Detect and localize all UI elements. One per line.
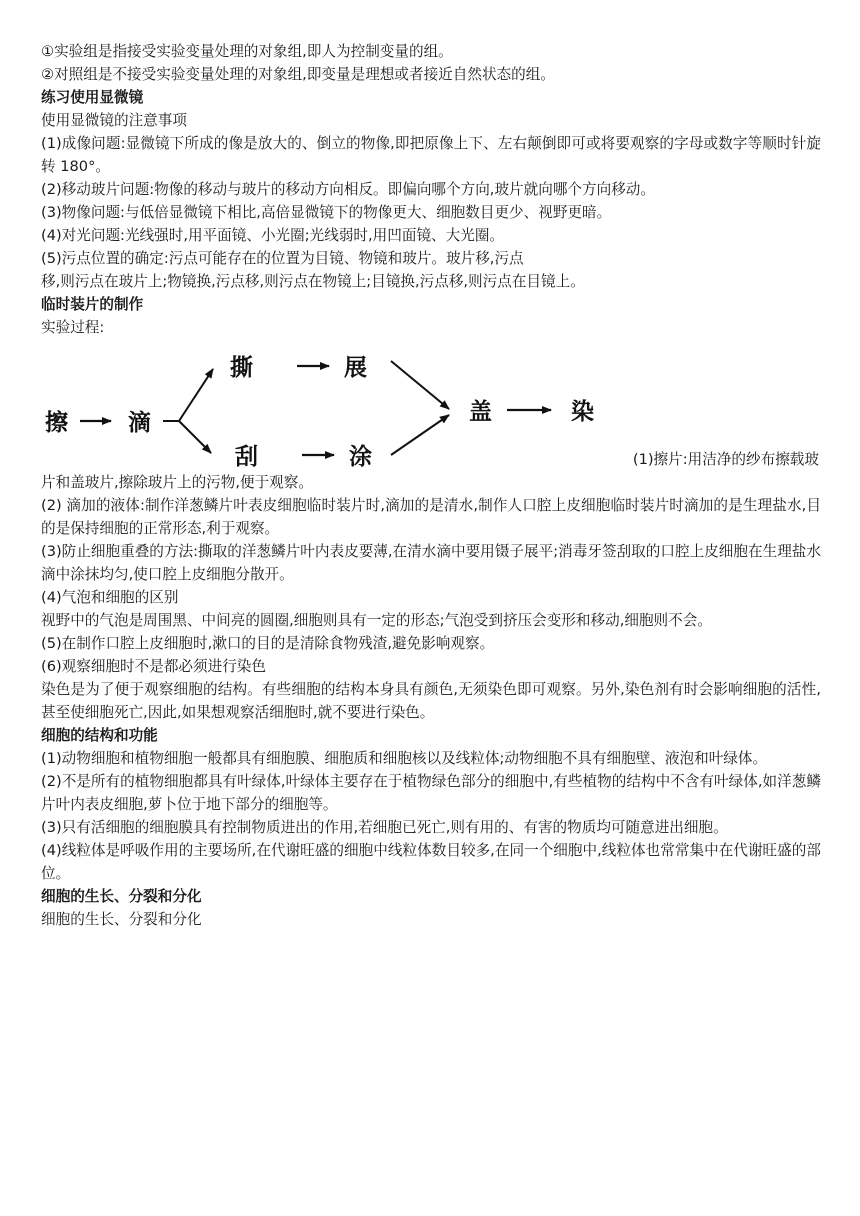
step-drop: 滴 xyxy=(128,409,151,436)
paragraph: 染色是为了便于观察细胞的结构。有些细胞的结构本身具有颜色,无须染色即可观察。另外,染色剂有时会影响细胞的活性,甚至使细胞死亡,因此,如果想观察活细胞时,就不要进行染色。 xyxy=(41,681,821,721)
text-line: ①实验组是指接受实验变量处理的对象组,即人为控制变量的组。 xyxy=(41,43,453,60)
procedure-flow-diagram xyxy=(41,339,821,471)
text-line: 移,则污点在玻片上;物镜换,污点移,则污点在物镜上;目镜换,污点移,则污点在目镜上。 xyxy=(41,273,585,290)
text-line: (4)对光问题:光线强时,用平面镜、小光圈;光线弱时,用凹面镜、大光圈。 xyxy=(41,227,505,244)
text-line: 实验过程: xyxy=(41,319,105,336)
document-page xyxy=(41,40,821,931)
paragraph: (1)成像问题:显微镜下所成的像是放大的、倒立的物像,即把原像上下、左右颠倒即可或将要观察的字母或数字等顺时针旋转 180°。 xyxy=(41,135,821,175)
text-line: (5)污点位置的确定:污点可能存在的位置为目镜、物镜和玻片。玻片移,污点 xyxy=(41,250,524,267)
text-line: (6)观察细胞时不是都必须进行染色 xyxy=(41,658,266,675)
step-spread: 展 xyxy=(344,354,367,381)
text-line: 细胞的生长、分裂和分化 xyxy=(41,911,202,928)
step-wipe: 擦 xyxy=(45,409,68,436)
arrow xyxy=(179,421,211,453)
step-tear: 撕 xyxy=(230,354,253,381)
step-cover: 盖 xyxy=(469,398,492,425)
paragraph: (3)只有活细胞的细胞膜具有控制物质进出的作用,若细胞已死亡,则有用的、有害的物质均可随意进出细胞。 xyxy=(41,819,728,836)
text-line: (2)移动玻片问题:物像的移动与玻片的移动方向相反。即偏向哪个方向,玻片就向哪个方向移动。 xyxy=(41,181,655,198)
paragraph: (4)线粒体是呼吸作用的主要场所,在代谢旺盛的细胞中线粒体数目较多,在同一个细胞中,线粒体也常常集中在代谢旺盛的部位。 xyxy=(41,842,821,882)
arrow xyxy=(391,361,449,409)
section-heading: 临时装片的制作 xyxy=(41,296,144,313)
text-line: (4)气泡和细胞的区别 xyxy=(41,589,179,606)
text-line: ②对照组是不接受实验变量处理的对象组,即变量是理想或者接近自然状态的组。 xyxy=(41,66,555,83)
text-line: (3)物像问题:与低倍显微镜下相比,高倍显微镜下的物像更大、细胞数目更少、视野更暗。 xyxy=(41,204,612,221)
paragraph: (2) 滴加的液体:制作洋葱鳞片叶表皮细胞临时装片时,滴加的是清水,制作人口腔上皮细胞临时装片时滴加的是生理盐水,目的是保持细胞的正常形态,利于观察。 xyxy=(41,497,821,537)
arrow xyxy=(179,369,213,421)
section-heading: 练习使用显微镜 xyxy=(41,89,144,106)
text-line: (5)在制作口腔上皮细胞时,漱口的目的是清除食物残渣,避免影响观察。 xyxy=(41,635,495,652)
step-smear: 涂 xyxy=(349,443,372,470)
step-scrape: 刮 xyxy=(235,443,258,470)
step-stain: 染 xyxy=(571,398,594,425)
section-heading: 细胞的生长、分裂和分化 xyxy=(41,888,202,905)
paragraph: (1)动物细胞和植物细胞一般都具有细胞膜、细胞质和细胞核以及线粒体;动物细胞不具有细胞壁、液泡和叶绿体。 xyxy=(41,750,768,767)
arrow xyxy=(391,415,449,455)
paragraph: (3)防止细胞重叠的方法:撕取的洋葱鳞片叶内表皮要薄,在清水滴中要用镊子展平;消毒牙签刮取的口腔上皮细胞在生理盐水滴中涂抹均匀,使口腔上皮细胞分散开。 xyxy=(41,543,821,583)
paragraph: (2)不是所有的植物细胞都具有叶绿体,叶绿体主要存在于植物绿色部分的细胞中,有些植物的结构中不含有叶绿体,如洋葱鳞片叶内表皮细胞,萝卜位于地下部分的细胞等。 xyxy=(41,773,821,813)
diagram-caption: (1)擦片:用洁净的纱布擦载玻 xyxy=(632,451,819,468)
text-line: 视野中的气泡是周围黑、中间亮的圆圈,细胞则具有一定的形态;气泡受到挤压会变形和移动,细胞则不会。 xyxy=(41,612,712,629)
text-line: 片和盖玻片,擦除玻片上的污物,便于观察。 xyxy=(41,474,313,491)
flow-diagram-svg xyxy=(41,339,641,471)
section-heading: 细胞的结构和功能 xyxy=(41,727,158,744)
text-line: 使用显微镜的注意事项 xyxy=(41,112,187,129)
